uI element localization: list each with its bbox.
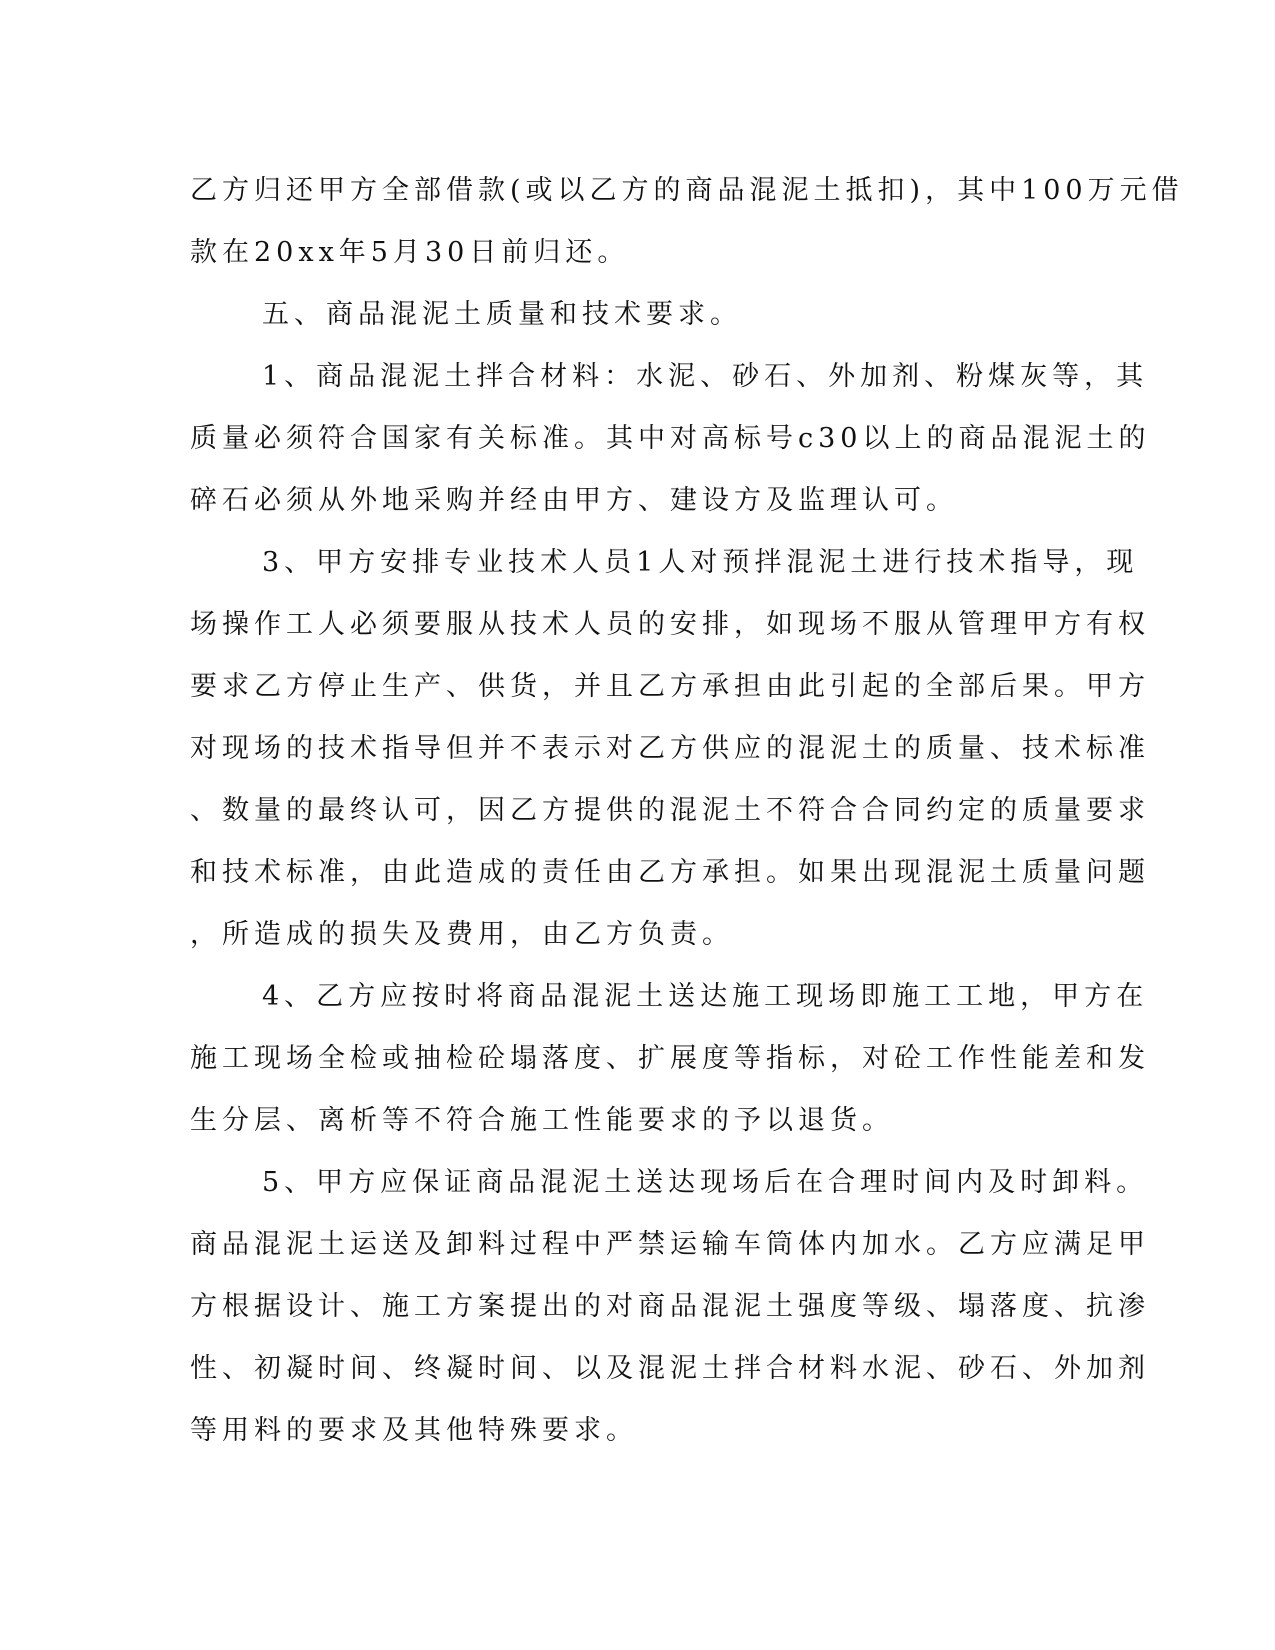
document-body bbox=[190, 160, 1184, 1462]
text-line: 5、甲方应保证商品混泥土送达现场后在合理时间内及时卸料。 bbox=[262, 1167, 1149, 1198]
section-heading: 五、商品混泥土质量和技术要求。 bbox=[262, 299, 742, 330]
text-line: 性、初凝时间、终凝时间、以及混泥土拌合材料水泥、砂石、外加剂 bbox=[190, 1353, 1150, 1384]
text-line: 方根据设计、施工方案提出的对商品混泥土强度等级、塌落度、抗渗 bbox=[190, 1291, 1150, 1322]
text-line: ，所造成的损失及费用，由乙方负责。 bbox=[190, 919, 734, 950]
text-line: 乙方归还甲方全部借款(或以乙方的商品混泥土抵扣)，其中100万元借 bbox=[190, 175, 1184, 206]
text-line: 要求乙方停止生产、供货，并且乙方承担由此引起的全部后果。甲方 bbox=[190, 671, 1150, 702]
text-line: 、数量的最终认可，因乙方提供的混泥土不符合合同约定的质量要求 bbox=[190, 795, 1150, 826]
text-line: 施工现场全检或抽检砼塌落度、扩展度等指标，对砼工作性能差和发 bbox=[190, 1043, 1150, 1074]
text-line: 生分层、离析等不符合施工性能要求的予以退货。 bbox=[190, 1105, 894, 1136]
text-line: 质量必须符合国家有关标准。其中对高标号c30以上的商品混泥土的 bbox=[190, 423, 1151, 454]
text-line: 商品混泥土运送及卸料过程中严禁运输车筒体内加水。乙方应满足甲 bbox=[190, 1229, 1150, 1260]
text-line: 4、乙方应按时将商品混泥土送达施工现场即施工工地，甲方在 bbox=[262, 981, 1149, 1012]
text-line: 款在20xx年5月30日前归还。 bbox=[190, 237, 630, 268]
text-line: 场操作工人必须要服从技术人员的安排，如现场不服从管理甲方有权 bbox=[190, 609, 1150, 640]
text-line: 3、甲方安排专业技术人员1人对预拌混泥土进行技术指导，现 bbox=[262, 547, 1139, 578]
text-line: 1、商品混泥土拌合材料：水泥、砂石、外加剂、粉煤灰等，其 bbox=[262, 361, 1149, 392]
text-line: 碎石必须从外地采购并经由甲方、建设方及监理认可。 bbox=[190, 485, 958, 516]
text-line: 对现场的技术指导但并不表示对乙方供应的混泥土的质量、技术标准 bbox=[190, 733, 1150, 764]
text-line: 等用料的要求及其他特殊要求。 bbox=[190, 1415, 638, 1446]
text-line: 和技术标准，由此造成的责任由乙方承担。如果出现混泥土质量问题 bbox=[190, 857, 1150, 888]
